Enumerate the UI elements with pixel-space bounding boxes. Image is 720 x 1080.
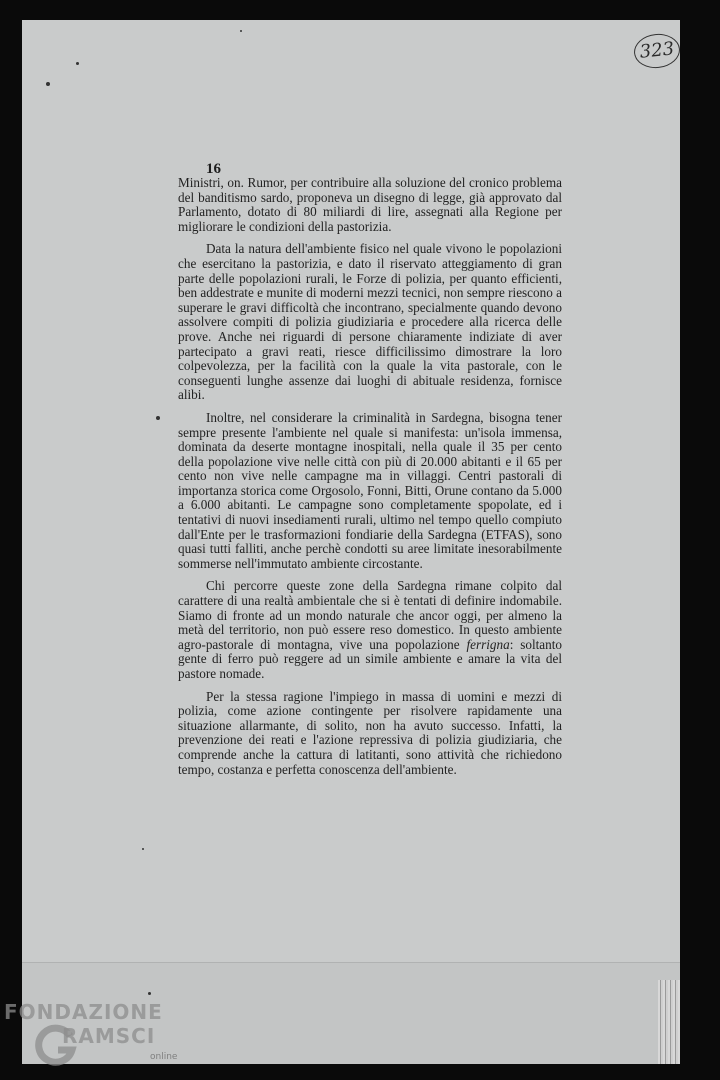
paragraph-5: Per la stessa ragione l'impiego in massa di uomini e mezzi di polizia, come azione contingente per risolvere rapidamente una situazione allarmante, di solito, non ha avuto successo. Infatti, la prevenzione dei reati e l'azione repressiva di polizia giudiziaria, che comprende anche la cattura di latitanti, sono attività che richiedono tempo, costanza e perfetta conoscenza dell'ambiente. <box>178 688 562 777</box>
dust-speck <box>76 62 79 65</box>
watermark-online: online <box>150 1052 178 1062</box>
document-body <box>178 176 562 785</box>
archive-number-stamp: 323 <box>632 32 680 71</box>
dust-speck <box>240 30 242 32</box>
watermark-line-1: FONDAZIONE <box>4 1000 163 1024</box>
dust-speck <box>148 992 151 995</box>
paragraph-3: Inoltre, nel considerare la criminalità in Sardegna, bisogna tener sempre presente l'ambiente nel quale si manifesta: un'isola immensa, dominata da deserte montagne inospitali, nella quale il 35 per cento della popolazione vive nelle città con più di 20.000 abitanti e il 65 per cento non vive nelle campagne ma in villaggi. Centri pastorali di importanza storica come Orgosolo, Fonni, Bitti, Orune contano da 5.000 a 6.000 abitanti. Le campagne sono completamente spopolate, ed i tentativi di nuovi insediamenti rurali, ultimo nel tempo quello compiuto dall'Ente per le trasformazioni fondiarie della Sardegna (ETFAS), sono quasi tutti falliti, anche perchè condotti su aree limitate inesorabilmente sommerse nell'immutato ambiente circostante. <box>178 409 562 571</box>
dust-speck <box>46 82 50 86</box>
paragraph-2: Data la natura dell'ambiente fisico nel quale vivono le popolazioni che esercitano la pastorizia, e dato il riservato atteggiamento di gran parte delle popolazioni rurali, le Forze di polizia, per quanto efficienti, ben addestrate e munite di moderni mezzi tecnici, non sempre riescono a superare le gravi difficoltà che incontrano, specialmente quando devono assolvere compiti di polizia giudiziaria e procedere alla ricerca delle prove. Anche nei riguardi di persone chiaramente indiziate di aver partecipato a gravi reati, riesce difficilissimo dimostrare la loro colpevolezza, per la facilità con la quale la vita pastorale, con le conseguenti lunghe assenze dai luoghi di abituale residenza, fornisce alibi. <box>178 241 562 403</box>
page-number: 16 <box>206 161 221 177</box>
emphasis-ferrigna: ferrigna <box>466 636 510 652</box>
dust-speck <box>142 848 144 850</box>
scan-edge-strip <box>658 980 680 1064</box>
paragraph-1: Ministri, on. Rumor, per contribuire alla soluzione del cronico problema del banditismo sardo, proponeva un disegno di legge, già approvato dal Parlamento, dotato di 80 miliardi di lire, assegnati alla Regione per migliorare le condizioni della pastorizia. <box>178 175 562 234</box>
document-page <box>22 20 680 1064</box>
watermark-line-2: RAMSCI <box>62 1024 156 1048</box>
dust-speck <box>156 416 160 420</box>
paragraph-4: Chi percorre queste zone della Sardegna rimane colpito dal carattere di una realtà ambientale che si è tentati di definire indomabile. Siamo di fronte ad un mondo naturale che ancor oggi, per almeno la metà del territorio, non può essere reso domestico. In questo ambiente agro-pastorale di montagna, vive una popolazione ferrigna: soltanto gente di ferro può reggere ad un simile ambiente e amare la vita del pastore nomade. <box>178 578 562 681</box>
scan-bottom-band <box>22 962 680 1064</box>
